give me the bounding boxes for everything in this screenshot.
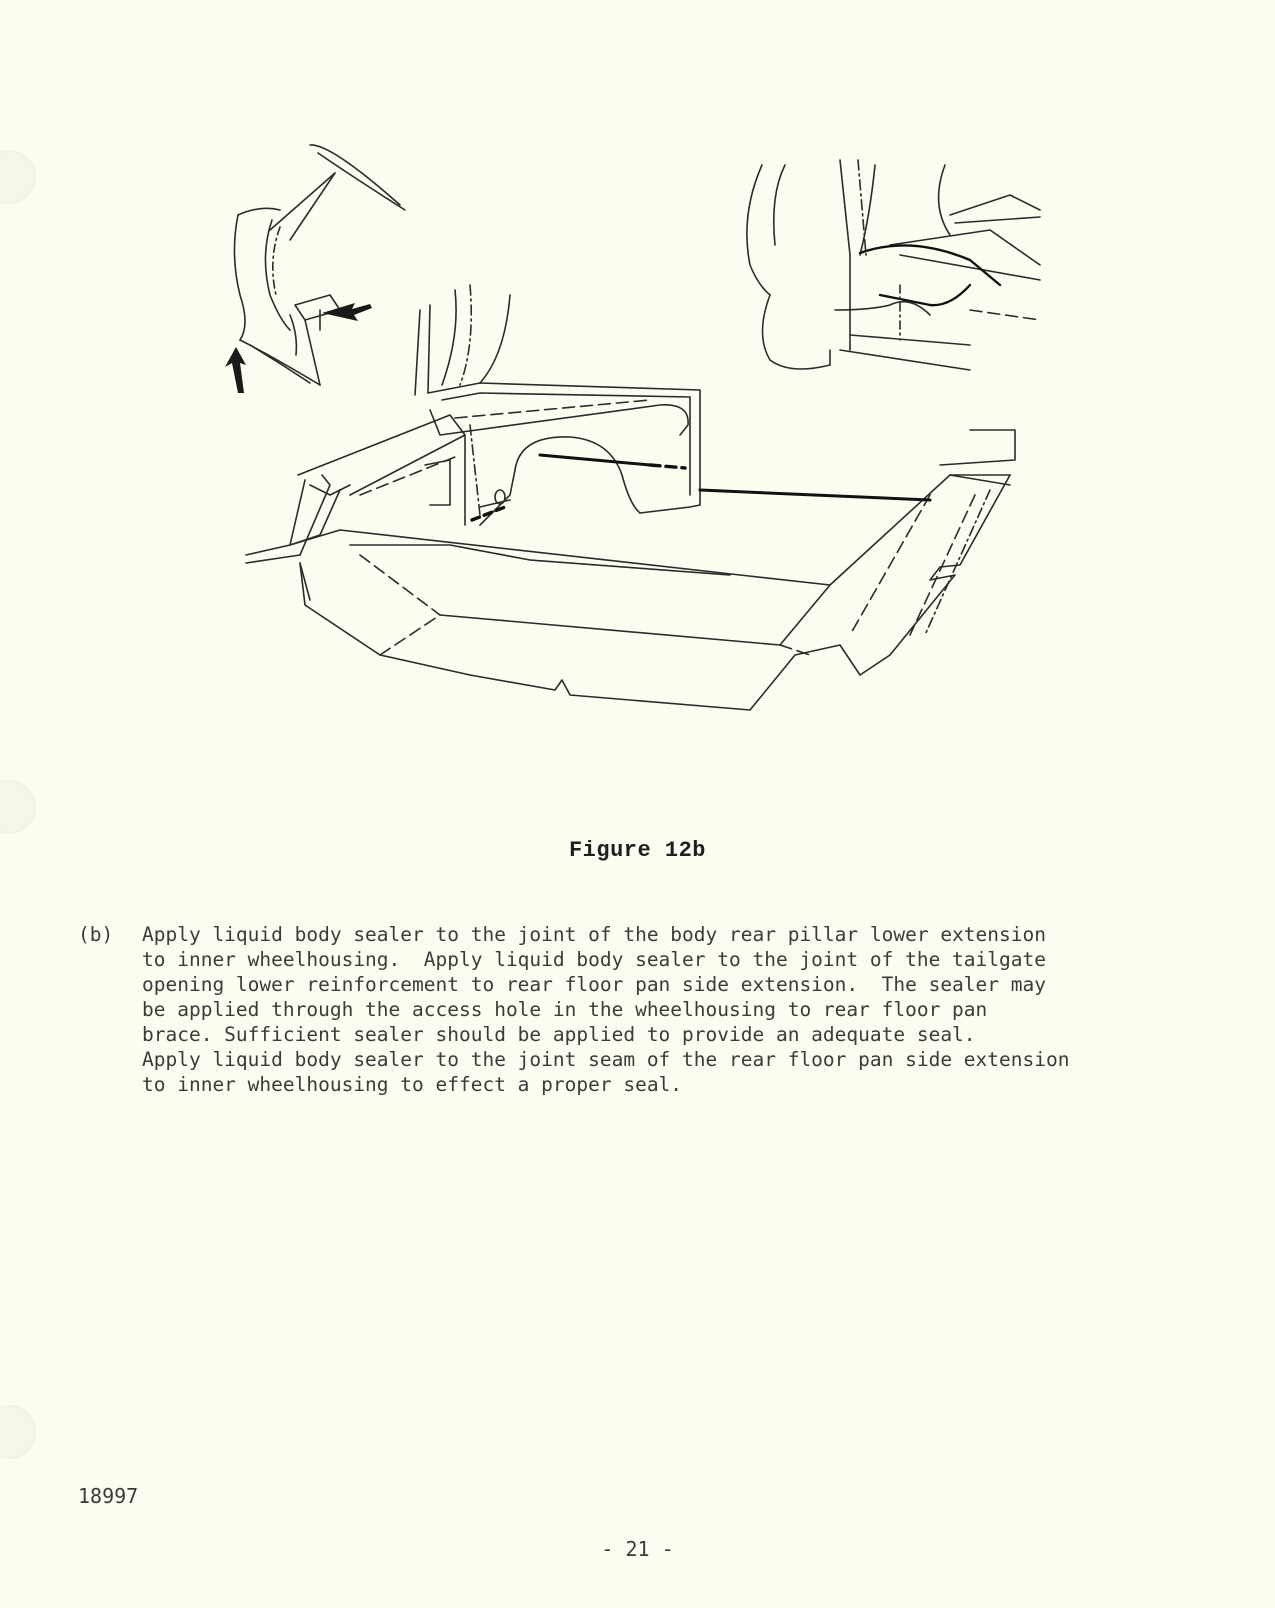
step-line: opening lower reinforcement to rear floor pan side extension. The sealer may (142, 973, 1046, 996)
main-assembly (246, 285, 1015, 710)
inset-right-detail (747, 160, 1040, 370)
document-number: 18997 (78, 1484, 139, 1508)
step-marker: (b) (78, 923, 114, 946)
step-line: Apply liquid body sealer to the joint seam of the rear floor pan side extension (142, 1048, 1070, 1071)
step-line: brace. Sufficient sealer should be applied to provide an adequate seal. (142, 1023, 976, 1046)
diagram-svg (210, 135, 1080, 755)
punch-hole (0, 780, 36, 834)
figure-caption: Figure 12b (568, 838, 707, 863)
body-sealer-diagram (210, 135, 1080, 755)
page-number: - 21 - (601, 1537, 674, 1561)
inset-left-detail (234, 145, 405, 385)
arrow-icon (225, 303, 372, 393)
step-line: to inner wheelhousing. Apply liquid body sealer to the joint of the tailgate (142, 948, 1046, 971)
punch-hole (0, 1405, 36, 1459)
step-line: to inner wheelhousing to effect a proper seal. (142, 1073, 683, 1096)
step-line: Apply liquid body sealer to the joint of the body rear pillar lower extension (142, 923, 1046, 946)
punch-hole (0, 150, 36, 204)
step-text (142, 922, 1192, 1097)
step-line: be applied through the access hole in the wheelhousing to rear floor pan (142, 998, 988, 1021)
